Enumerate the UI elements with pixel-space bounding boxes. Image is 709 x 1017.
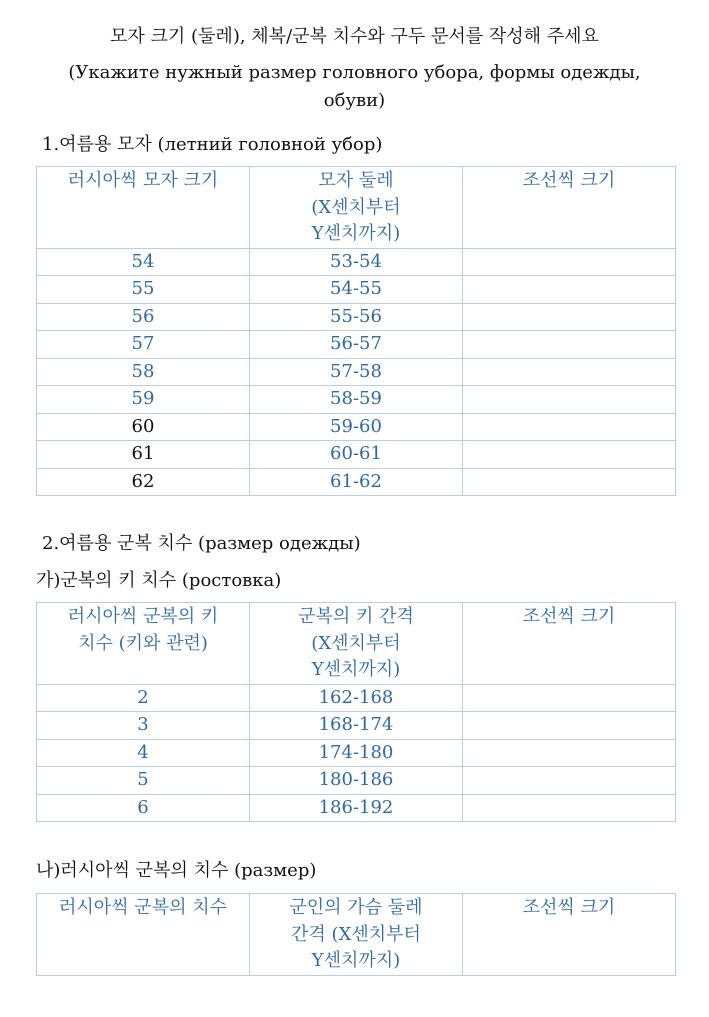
table-header-cell: 조선씩 크기 bbox=[463, 603, 676, 685]
size-cell: 4 bbox=[37, 739, 250, 767]
document-subtitle-line2: обуви) bbox=[323, 90, 386, 111]
korean-size-cell[interactable] bbox=[463, 276, 676, 304]
korean-size-cell[interactable] bbox=[463, 413, 676, 441]
table-header-row bbox=[37, 894, 676, 976]
table-row bbox=[37, 303, 676, 331]
range-cell: 58-59 bbox=[250, 386, 463, 414]
document-title: 모자 크기 (둘레), 체복/군복 치수와 구두 문서를 작성해 주세요 bbox=[110, 26, 599, 47]
table-header-cell: 러시아씩 군복의 키 치수 (키와 관련) bbox=[37, 603, 250, 685]
range-cell: 61-62 bbox=[250, 468, 463, 496]
range-cell: 168-174 bbox=[250, 712, 463, 740]
korean-size-cell[interactable] bbox=[463, 358, 676, 386]
korean-size-cell[interactable] bbox=[463, 684, 676, 712]
table-header-cell: 러시아씩 모자 크기 bbox=[37, 167, 250, 249]
section2-heading: 2.여름용 군복 치수 (размер одежды) bbox=[42, 533, 361, 554]
range-cell: 180-186 bbox=[250, 767, 463, 795]
size-cell: 55 bbox=[37, 276, 250, 304]
uniform-height-table bbox=[36, 602, 676, 822]
korean-size-cell[interactable] bbox=[463, 441, 676, 469]
table-row bbox=[37, 386, 676, 414]
table-header-cell: 조선씩 크기 bbox=[463, 894, 676, 976]
size-cell: 58 bbox=[37, 358, 250, 386]
korean-size-cell[interactable] bbox=[463, 739, 676, 767]
range-cell: 56-57 bbox=[250, 331, 463, 359]
table-row bbox=[37, 331, 676, 359]
range-cell: 59-60 bbox=[250, 413, 463, 441]
size-cell: 56 bbox=[37, 303, 250, 331]
table-header-cell: 군복의 키 간격 (X센치부터 Y센치까지) bbox=[250, 603, 463, 685]
korean-size-cell[interactable] bbox=[463, 248, 676, 276]
size-cell: 62 bbox=[37, 468, 250, 496]
korean-size-cell[interactable] bbox=[463, 331, 676, 359]
table-header-cell: 조선씩 크기 bbox=[463, 167, 676, 249]
table-row bbox=[37, 468, 676, 496]
table-row bbox=[37, 712, 676, 740]
size-cell: 54 bbox=[37, 248, 250, 276]
korean-size-cell[interactable] bbox=[463, 468, 676, 496]
uniform-size-table bbox=[36, 893, 676, 976]
korean-size-cell[interactable] bbox=[463, 303, 676, 331]
table-header-row bbox=[37, 603, 676, 685]
size-cell: 60 bbox=[37, 413, 250, 441]
range-cell: 162-168 bbox=[250, 684, 463, 712]
section1-heading: 1.여름용 모자 (летний головной убор) bbox=[42, 134, 383, 155]
range-cell: 55-56 bbox=[250, 303, 463, 331]
range-cell: 53-54 bbox=[250, 248, 463, 276]
table-row bbox=[37, 441, 676, 469]
size-cell: 61 bbox=[37, 441, 250, 469]
korean-size-cell[interactable] bbox=[463, 794, 676, 822]
table-row bbox=[37, 358, 676, 386]
table-row bbox=[37, 739, 676, 767]
range-cell: 57-58 bbox=[250, 358, 463, 386]
table-header-cell: 모자 둘레 (X센치부터 Y센치까지) bbox=[250, 167, 463, 249]
size-cell: 3 bbox=[37, 712, 250, 740]
table-header-cell: 군인의 가슴 둘레 간격 (X센치부터 Y센치까지) bbox=[250, 894, 463, 976]
korean-size-cell[interactable] bbox=[463, 386, 676, 414]
table-row bbox=[37, 276, 676, 304]
table-row bbox=[37, 413, 676, 441]
table-row bbox=[37, 767, 676, 795]
size-cell: 59 bbox=[37, 386, 250, 414]
range-cell: 54-55 bbox=[250, 276, 463, 304]
korean-size-cell[interactable] bbox=[463, 767, 676, 795]
range-cell: 60-61 bbox=[250, 441, 463, 469]
size-cell: 57 bbox=[37, 331, 250, 359]
range-cell: 186-192 bbox=[250, 794, 463, 822]
size-cell: 2 bbox=[37, 684, 250, 712]
section2b-heading: 나)러시아씩 군복의 치수 (размер) bbox=[36, 860, 317, 881]
size-cell: 5 bbox=[37, 767, 250, 795]
table-header-row bbox=[37, 167, 676, 249]
section2a-heading: 가)군복의 키 치수 (ростовка) bbox=[36, 570, 282, 591]
hat-size-table bbox=[36, 166, 676, 496]
table-row bbox=[37, 684, 676, 712]
table-row bbox=[37, 248, 676, 276]
korean-size-cell[interactable] bbox=[463, 712, 676, 740]
range-cell: 174-180 bbox=[250, 739, 463, 767]
table-row bbox=[37, 794, 676, 822]
size-cell: 6 bbox=[37, 794, 250, 822]
table-header-cell: 러시아씩 군복의 치수 bbox=[37, 894, 250, 976]
document-subtitle-line1: (Укажите нужный размер головного убора, формы одежды, bbox=[68, 62, 641, 83]
